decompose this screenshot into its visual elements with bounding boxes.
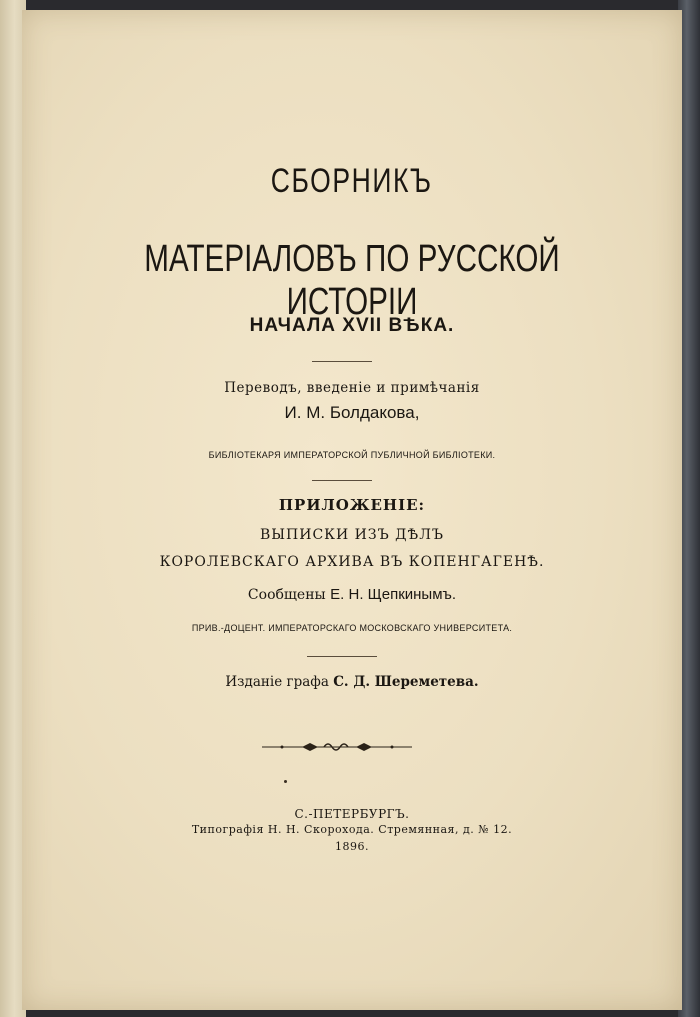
book-subtitle-period: НАЧАЛА XVII ВѢКА. — [249, 315, 455, 336]
divider-rule — [312, 361, 372, 362]
communicator-title: ПРИВ.-ДОЦЕНТ. ИМПЕРАТОРСКАГО МОСКОВСКАГО УНИВЕРСИТЕТА. — [191, 623, 513, 633]
imprint-year: 1896. — [335, 840, 369, 853]
publisher-prefix: Изданіе графа — [225, 674, 329, 690]
appendix-heading: ПРИЛОЖЕНІЕ: — [278, 496, 426, 514]
imprint-printer: Типографія Н. Н. Скорохода. Стремянная, д. № 12. — [191, 823, 513, 836]
title-page — [22, 10, 682, 1010]
author-name: И. М. Болдакова, — [284, 403, 420, 422]
appendix-line: ВЫПИСКИ ИЗЪ ДѢЛЪ — [259, 527, 445, 543]
book-title: СБОРНИКЪ — [271, 162, 433, 200]
stray-mark — [284, 780, 287, 783]
communicated-line — [22, 586, 682, 603]
communicated-prefix: Сообщены — [247, 587, 326, 603]
publisher-line — [22, 674, 682, 690]
divider-rule — [307, 656, 377, 657]
credit-line: Переводъ, введеніе и примѣчанія — [224, 380, 480, 396]
imprint-city: С.-ПЕТЕРБУРГЪ. — [294, 807, 410, 821]
book-subtitle: МАТЕРІАЛОВЪ ПО РУССКОЙ ИСТОРІИ — [144, 238, 560, 323]
publisher-name: С. Д. Шереметева. — [333, 674, 479, 690]
author-title: БИБЛІОТЕКАРЯ ИМПЕРАТОРСКОЙ ПУБЛИЧНОЙ БИБЛІОТЕКИ. — [208, 450, 496, 460]
appendix-line: КОРОЛЕВСКАГО АРХИВА ВЪ КОПЕНГАГЕНѢ. — [159, 554, 545, 570]
communicator-name: Е. Н. Щепкинымъ. — [330, 586, 457, 603]
divider-rule — [312, 480, 372, 481]
ornament-rule — [262, 737, 412, 757]
